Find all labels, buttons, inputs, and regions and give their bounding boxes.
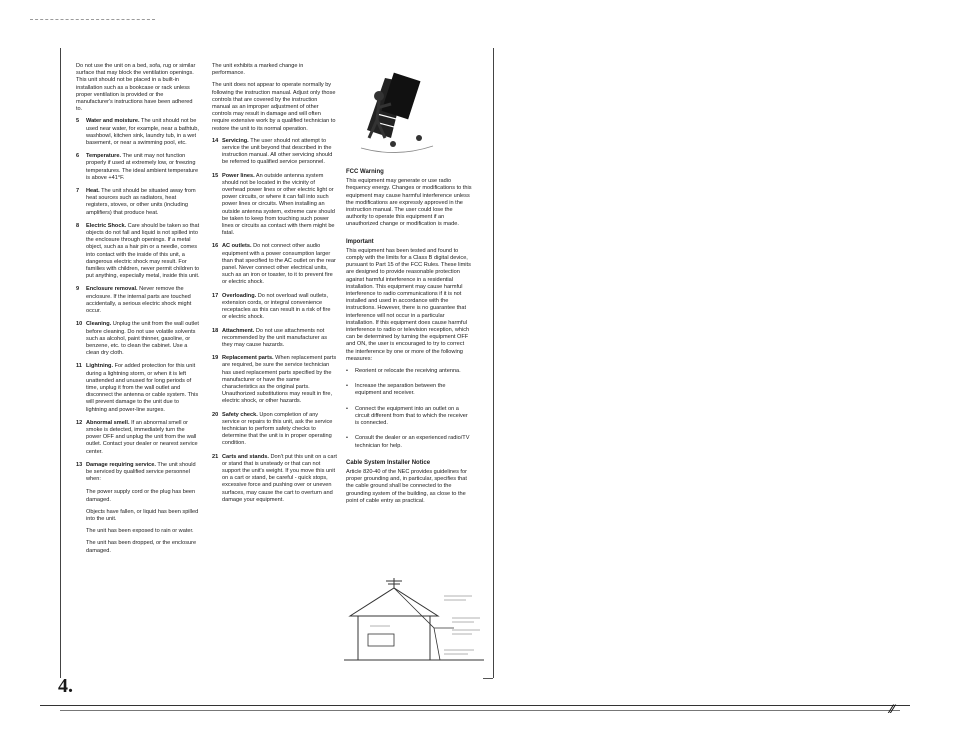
- item-text: The unit may not function properly if used at extremely low, or freezing temperatures. The ideal ambient temperature is above +41°F.: [86, 153, 199, 181]
- list-item: • Consult the dealer or an experienced radio/TV technician for help.: [346, 435, 472, 449]
- item-text: When replacement parts are required, be sure the service technician has used replacement parts specified by the manufacturer or have the same characteristics as the original parts. Unauthorized substitutions may result in fire, electric shock, or other hazards.: [222, 355, 337, 405]
- antenna-grounding-diagram: [344, 578, 484, 666]
- item-title: Damage requiring service.: [86, 461, 156, 468]
- safety-item: [212, 328, 337, 350]
- item-number: 21: [212, 453, 219, 460]
- item-title: Servicing.: [222, 137, 249, 144]
- cable-notice-text: Article 820-40 of the NEC provides guidelines for proper grounding and, in particular, specifies that the cable ground shall be connected to the grounding system of the building, as close to the point of cable entry as practical.: [346, 468, 467, 504]
- item-text: Do not connect other audio equipment with a power consumption larger than that specified to the AC outlet on the rear panel. Never connect other electrical units, such as an iron or toaster, to it to prevent fire or electric shock.: [222, 243, 336, 286]
- item-number: 6: [76, 153, 80, 160]
- fcc-warning-text: This equipment may generate or use radio frequency energy. Changes or modifications to this equipment may cause harmful interference unless the modifications are expressly approved in the instruction manual. The user could lose the authority to operate this equipment if an unauthorized change or modification is made.: [346, 178, 472, 228]
- item-text: Do not use attachments not recommended by the unit manufacturer as they may cause hazards.: [222, 327, 328, 348]
- safety-item: [76, 153, 200, 182]
- item-title: Enclosure removal.: [86, 286, 138, 293]
- item-title: Heat.: [86, 188, 100, 195]
- item-text: The unit should be serviced by qualified service personnel when:: [86, 461, 196, 483]
- safety-item: [76, 223, 200, 281]
- safety-item: [76, 286, 200, 315]
- item-title: AC outlets.: [222, 243, 252, 250]
- item-number: 12: [76, 419, 83, 426]
- safety-item: [212, 138, 337, 167]
- safety-item: [76, 188, 200, 217]
- service-condition: The unit has been dropped, or the enclosure damaged.: [86, 540, 197, 554]
- item-number: 14: [212, 137, 219, 144]
- item-text: For added protection for this unit during a lightning storm, or when it is left unattended and unused for long periods of time, unplug it from the wall outlet and disconnect the antenna or cable system. This will prevent damage to the unit due to lightning and power-line surges.: [86, 363, 199, 413]
- measures-list: [346, 368, 472, 450]
- list-item: • Reorient or relocate the receiving antenna.: [346, 368, 472, 375]
- cable-notice-heading: Cable System Installer Notice: [346, 459, 431, 466]
- service-condition: The unit has been exposed to rain or water.: [86, 528, 194, 535]
- item-number: 15: [212, 172, 219, 179]
- item-text: Upon completion of any service or repairs to this unit, ask the service technician to perform safety checks to determine that the unit is in proper operating condition.: [222, 411, 333, 447]
- frame-corner-mark: [483, 678, 493, 679]
- list-item: • Connect the equipment into an outlet on a circuit different from that to which the receiver is connected.: [346, 406, 472, 428]
- column-2: [212, 63, 337, 510]
- item-text: Care should be taken so that objects do not fall and liquid is not spilled into the enclosure through openings. If a metal object, such as a hair pin or a needle, comes into contact with the inside of this unit, a dangerous electric shock may result. For families with children, never permit children to put anything, especially metal, inside this unit.: [86, 222, 200, 280]
- column-3: [346, 163, 472, 510]
- item-number: 8: [76, 222, 80, 229]
- item-title: Electric Shock.: [86, 222, 127, 229]
- safety-item: [76, 462, 200, 484]
- item-text: The user should not attempt to service the unit beyond that described in the instruction manual. All other servicing should be referred to qualified service personnel.: [222, 137, 333, 166]
- top-dashed-line: [30, 19, 155, 20]
- service-condition: The unit does not appear to operate normally by following the instruction manual. Adjust only those controls that are covered by the instruction manual as an improper adjustment of other controls may result in damage and will often require extensive work by a qualified technician to restore the unit to its normal operation.: [212, 82, 336, 132]
- item-text: The unit should not be used near water, for example, near a bathtub, washbowl, kitchen sink, laundry tub, in a wet basement, or near a swimming pool, etc.: [86, 118, 199, 147]
- item-number: 7: [76, 188, 80, 195]
- item-text: If an abnormal smell or smoke is detected, immediately turn the power OFF and unplug the unit from the wall outlet. Contact your dealer or nearest service center.: [86, 419, 198, 455]
- item-number: 20: [212, 411, 219, 418]
- safety-item: [76, 420, 200, 456]
- important-text: This equipment has been tested and found to comply with the limits for a Class B digital device, pursuant to Part 15 of the FCC Rules. These limits are designed to provide reasonable protection against harmful interference in a residential installation. This equipment may cause harmful interference to radio communications if it is not installed and used in accordance with the instructions. However, there is no guarantee that interference will not occur in a particular installation. If this equipment does cause harmful interference to radio or television reception, which can be determined by turning the equipment OFF and ON, the user is encouraged to try to correct the interference by one or more of the following measures:: [346, 247, 471, 362]
- footer-rule: [40, 705, 910, 706]
- item-number: 9: [76, 286, 80, 293]
- item-title: Replacement parts.: [222, 355, 274, 362]
- service-condition: The power supply cord or the plug has been damaged.: [86, 489, 196, 503]
- item-number: 5: [76, 118, 80, 125]
- item-text: Don't put this unit on a cart or stand that is unsteady or that can not support the unit's weight. If you move this unit on a cart or stand, be careful - quick stops, excessive force and pushing over or uneven surfaces, may cause the cart to overturn and damage your equipment.: [222, 453, 337, 503]
- item-title: Water and moisture.: [86, 118, 140, 125]
- fcc-warning-heading: FCC Warning: [346, 169, 384, 175]
- item-text: Never remove the enclosure. If the internal parts are touched accidentally, a serious electric shock might occur.: [86, 286, 192, 315]
- item-title: Carts and stands.: [222, 453, 269, 460]
- list-item: • Increase the separation between the equipment and receiver.: [346, 383, 472, 397]
- intro-paragraph: Do not use the unit on a bed, sofa, rug or similar surface that may block the ventilation openings. This unit should not be placed in a built-in installation such as a bookcase or rack unless proper ventilation is provided or the manufacturer's instructions have been adhered to.: [76, 63, 196, 113]
- safety-item: [212, 243, 337, 286]
- item-number: 17: [212, 292, 219, 299]
- column-1: [76, 63, 200, 560]
- safety-item: [212, 355, 337, 405]
- safety-item: [76, 363, 200, 413]
- item-number: 19: [212, 355, 219, 362]
- item-title: Overloading.: [222, 292, 257, 299]
- important-heading: Important: [346, 238, 374, 245]
- item-title: Safety check.: [222, 411, 258, 418]
- item-title: Cleaning.: [86, 321, 112, 328]
- safety-item: [212, 412, 337, 448]
- item-title: Attachment.: [222, 327, 255, 334]
- safety-item: [212, 293, 337, 322]
- item-text: Do not overload wall outlets, extension cords, or integral convenience receptacles as this can result in a risk of fire or electric shock.: [222, 292, 331, 321]
- item-number: 16: [212, 243, 219, 250]
- item-number: 11: [76, 363, 82, 370]
- service-condition: The unit exhibits a marked change in performance.: [212, 63, 304, 77]
- corner-mark-icon: ⁄⁄: [890, 702, 895, 716]
- safety-item: [76, 321, 200, 357]
- item-title: Power lines.: [222, 172, 255, 179]
- item-number: 13: [76, 461, 83, 468]
- footer-rule-secondary: [60, 710, 900, 711]
- safety-item: [76, 118, 200, 147]
- page-number: 4.: [58, 675, 73, 697]
- service-condition: Objects have fallen, or liquid has been spilled into the unit.: [86, 508, 199, 522]
- item-text: An outside antenna system should not be located in the vicinity of overhead power lines or other electric light or power circuits, or where it can fall into such power lines or circuits. When installing an outside antenna system, extreme care should be taken to keep from touching such power lines or circuits as contact with them might be fatal.: [222, 172, 335, 237]
- item-text: The unit should be situated away from heat sources such as radiators, heat registers, stoves, or other units (including amplifiers) that produce heat.: [86, 188, 196, 216]
- item-text: Unplug the unit from the wall outlet before cleaning. Do not use volatile solvents such as alcohol, paint thinner, gasoline, or benzene, etc. to clean the cabinet. Use a clean dry cloth.: [86, 321, 199, 357]
- safety-item: [212, 454, 337, 504]
- item-number: 18: [212, 327, 219, 334]
- safety-item: [212, 173, 337, 238]
- item-number: 10: [76, 321, 83, 328]
- item-title: Temperature.: [86, 153, 122, 160]
- item-title: Lightning.: [86, 363, 114, 370]
- item-title: Abnormal smell.: [86, 419, 130, 426]
- cart-tipping-illustration: [357, 68, 435, 154]
